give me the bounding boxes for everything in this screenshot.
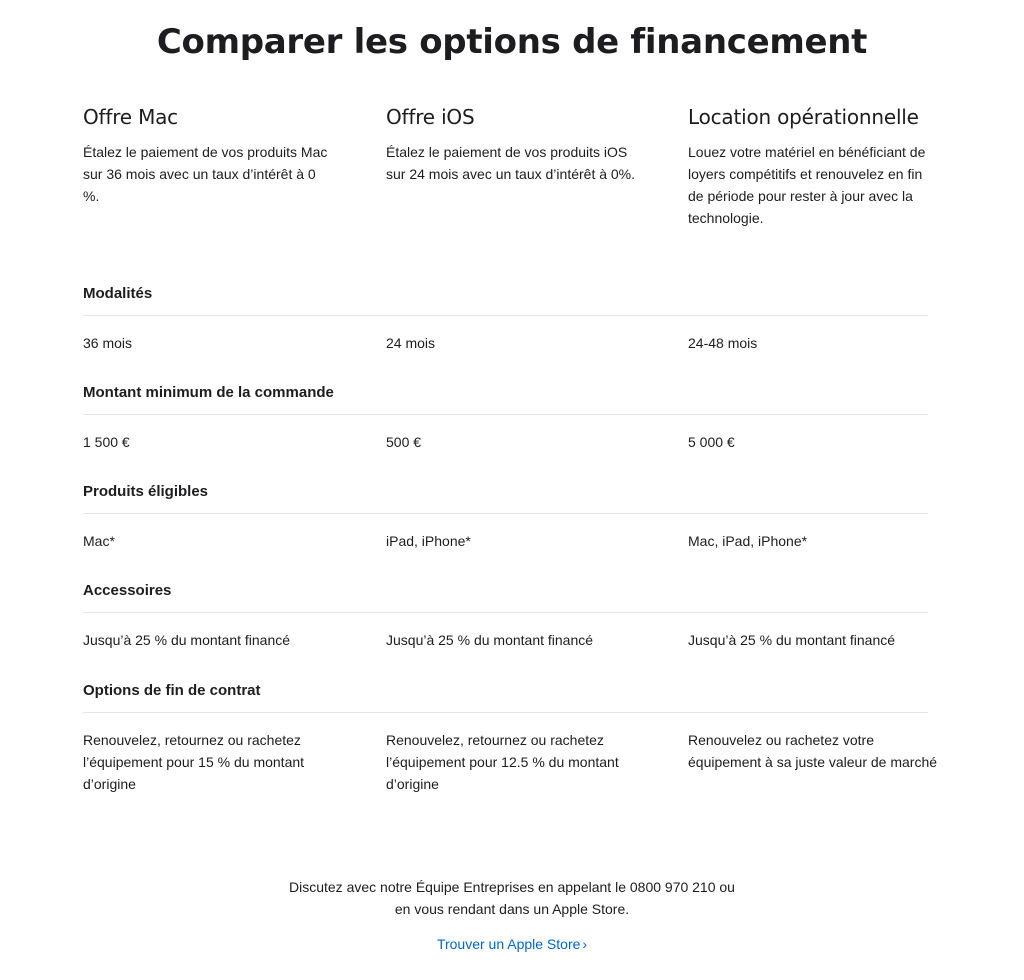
section-fin-de-contrat	[83, 676, 938, 792]
cell-leasing: Mac, iPad, iPhone*	[688, 533, 808, 549]
section-modalites	[83, 279, 928, 376]
page-title: Comparer les options de financement	[156, 22, 868, 62]
footer-line: en vous rendant dans un Apple Store.	[394, 901, 630, 917]
cell-mac: Jusqu’à 25 % du montant financé	[83, 632, 291, 648]
section-montant-minimum	[83, 378, 928, 475]
cell-ios: 500 €	[386, 434, 422, 450]
table-row	[83, 415, 928, 475]
find-apple-store-link[interactable]	[0, 933, 1024, 955]
cell-mac: 1 500 €	[83, 434, 130, 450]
plan-leasing	[688, 105, 938, 229]
plan-description: Étalez le paiement de vos produits Mac sur 36 mois avec un taux d’intérêt à 0 %.	[83, 144, 328, 204]
section-title: Montant minimum de la commande	[83, 378, 928, 415]
plan-ios	[386, 105, 636, 185]
section-title: Modalités	[83, 279, 928, 316]
plan-name: Offre Mac	[83, 105, 178, 129]
table-row	[83, 713, 938, 792]
find-apple-store-label[interactable]: Trouver un Apple Store	[436, 936, 581, 952]
cell-mac: 36 mois	[83, 335, 133, 351]
section-title: Accessoires	[83, 576, 928, 613]
cell-leasing: Jusqu’à 25 % du montant financé	[688, 632, 896, 648]
cell-ios: 24 mois	[386, 335, 436, 351]
cell-ios: iPad, iPhone*	[386, 533, 471, 549]
plan-mac	[83, 105, 333, 207]
cell-leasing: 5 000 €	[688, 434, 735, 450]
chevron-right-icon: ›	[582, 936, 588, 952]
cell-mac: Renouvelez, retournez ou rachetez l’équipement pour 15 % du montant d’origine	[83, 732, 305, 792]
plan-description: Louez votre matériel en bénéficiant de loyers compétitifs et renouvelez en fin de période pour rester à jour avec la technologie.	[688, 144, 926, 226]
cell-ios: Renouvelez, retournez ou rachetez l’équipement pour 12.5 % du montant d’origine	[386, 732, 619, 792]
plan-description: Étalez le paiement de vos produits iOS sur 24 mois avec un taux d’intérêt à 0%.	[386, 144, 636, 182]
cell-leasing: 24-48 mois	[688, 335, 758, 351]
table-row	[83, 316, 928, 376]
footer-contact	[0, 876, 1024, 920]
cell-mac: Mac*	[83, 533, 115, 549]
section-accessoires	[83, 576, 928, 673]
table-row	[83, 613, 928, 673]
cell-ios: Jusqu’à 25 % du montant financé	[386, 632, 594, 648]
plan-name: Offre iOS	[386, 105, 475, 129]
footer-line: Discutez avec notre Équipe Entreprises en appelant le 0800 970 210 ou	[289, 879, 735, 895]
plan-name: Location opérationnelle	[688, 105, 919, 129]
section-title: Produits éligibles	[83, 477, 928, 514]
section-title: Options de fin de contrat	[83, 676, 928, 713]
table-row	[83, 514, 928, 574]
section-produits-eligibles	[83, 477, 928, 574]
cell-leasing: Renouvelez ou rachetez votre équipement à sa juste valeur de marché	[688, 732, 938, 770]
